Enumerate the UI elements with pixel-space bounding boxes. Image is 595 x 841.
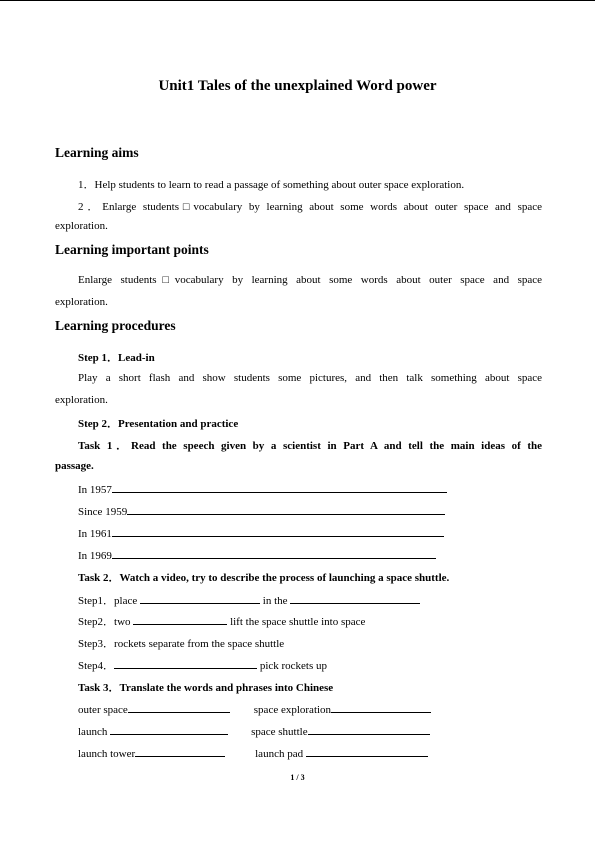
aims-item-2-line1: 2．Enlarge students□vocabulary by learning about some words about outer space and space [78, 201, 542, 213]
page-number: 1 / 3 [290, 773, 305, 782]
task1-line2: passage. [55, 460, 94, 472]
heading-learning-aims: Learning aims [55, 145, 139, 160]
task1-blank-1959: Since 1959 [78, 504, 445, 518]
task3-row-1: outer space space exploration [78, 702, 431, 716]
points-text-line1: Enlarge students□vocabulary by learning about some words about outer space and space [78, 274, 542, 286]
aims-item-2-line2: exploration. [55, 220, 108, 232]
task3-row-3: launch tower launch pad [78, 746, 428, 760]
task1-blank-1957: In 1957 [78, 482, 447, 496]
task3-row-2: launch space shuttle [78, 724, 430, 738]
task2-step2: Step2．two lift the space shuttle into space [78, 616, 366, 628]
task1-line1: Task 1．Read the speech given by a scientist in Part A and tell the main ideas of the [78, 440, 542, 452]
task2-step3: Step3．rockets separate from the space shuttle [78, 638, 285, 650]
task3-heading: Task 3．Translate the words and phrases into Chinese [78, 682, 334, 694]
step1-heading: Step 1．Lead-in [78, 352, 155, 364]
task2-step1: Step1．place in the [78, 592, 420, 608]
aims-item-1: 1．Help students to learn to read a passage of something about outer space exploration. [78, 179, 465, 191]
task1-blank-1961: In 1961 [78, 526, 444, 540]
task2-step4: Step4． pick rockets up [78, 660, 328, 672]
step1-text-line2: exploration. [55, 394, 108, 406]
page-top-rule [0, 0, 595, 1]
step1-text-line1: Play a short flash and show students some pictures, and then talk something about space [78, 372, 542, 384]
points-text-line2: exploration. [55, 296, 108, 308]
step2-heading: Step 2．Presentation and practice [78, 418, 239, 430]
task2-heading: Task 2．Watch a video, try to describe the process of launching a space shuttle. [78, 572, 450, 584]
heading-procedures: Learning procedures [55, 318, 176, 333]
task1-blank-1969: In 1969 [78, 548, 436, 562]
heading-important-points: Learning important points [55, 242, 209, 257]
document-title: Unit1 Tales of the unexplained Word power [158, 78, 437, 94]
